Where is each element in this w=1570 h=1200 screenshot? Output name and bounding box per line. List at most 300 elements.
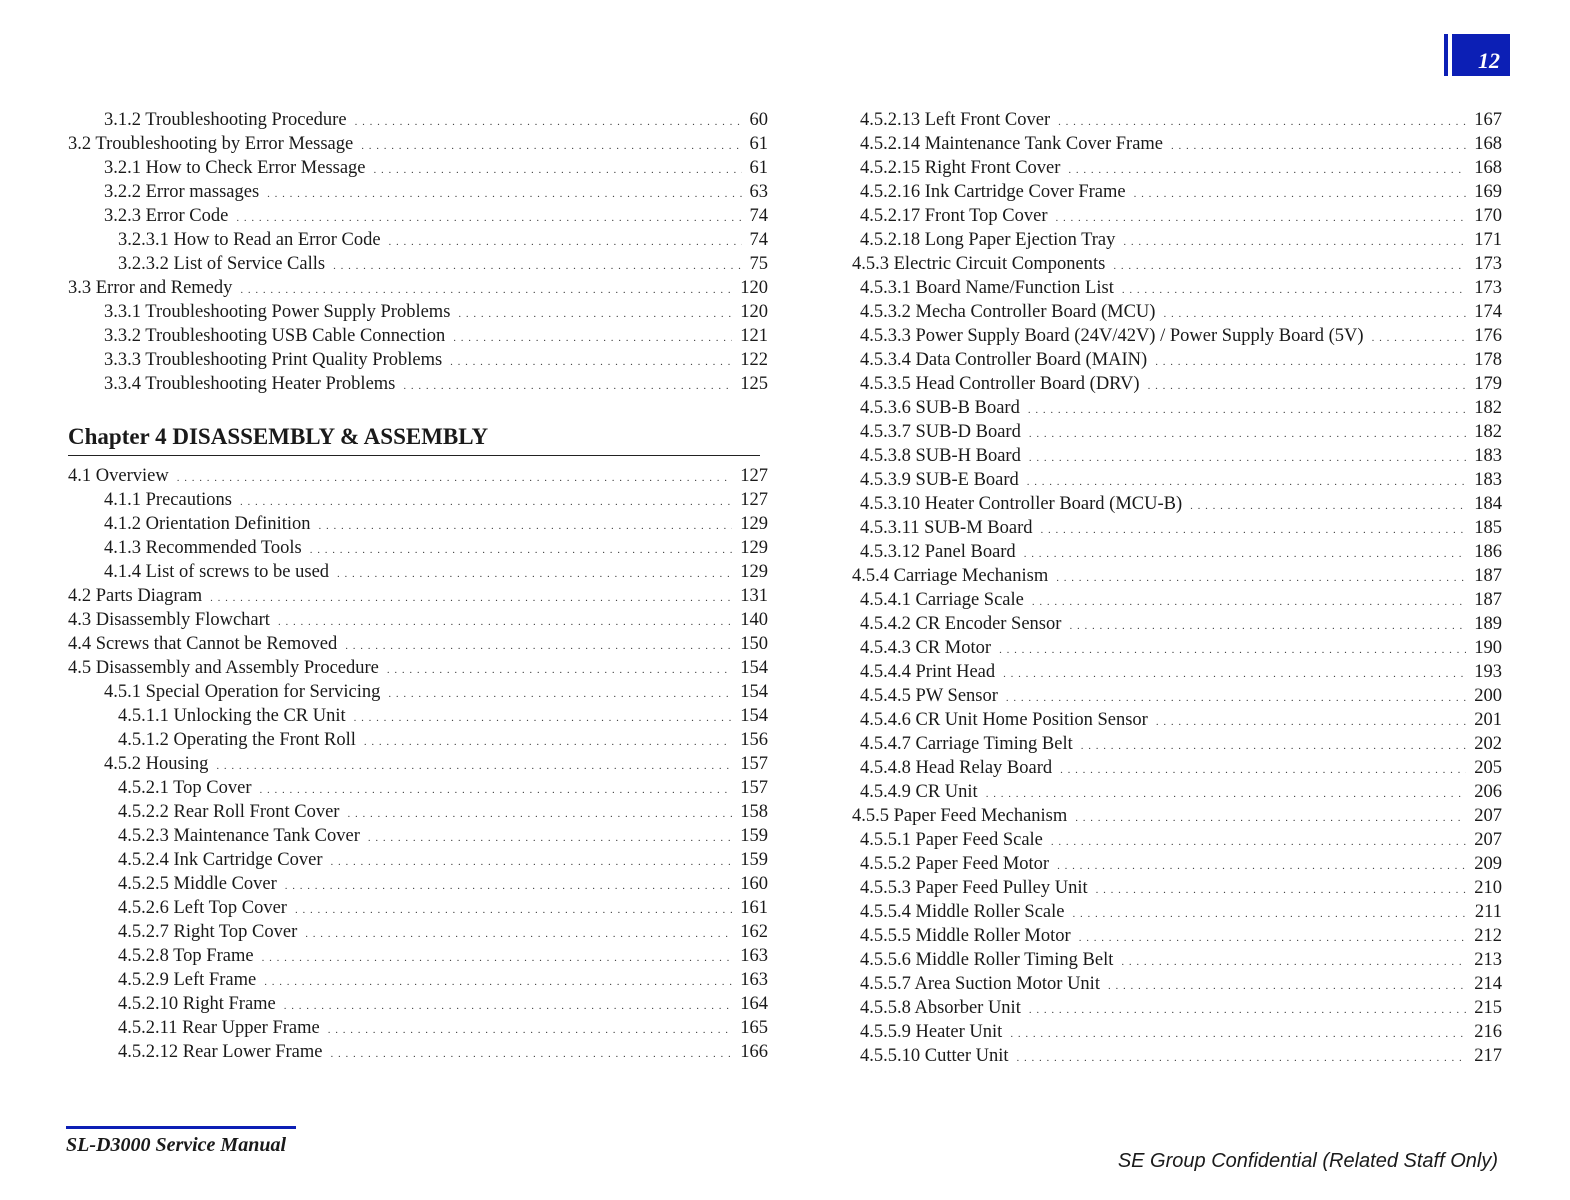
toc-list-right [852,108,1502,1068]
toc-entry[interactable] [68,372,768,396]
toc-entry[interactable] [852,132,1502,156]
toc-entry-page: 183 [1474,470,1502,490]
toc-entry-title: 3.2.1 How to Check Error Message [104,158,366,178]
toc-entry-page: 61 [749,158,768,178]
toc-entry[interactable] [68,560,768,584]
toc-dot-leader [1163,302,1466,326]
toc-dot-leader [319,514,733,538]
toc-dot-leader [354,706,733,730]
toc-entry-title: 4.5.2.15 Right Front Cover [860,158,1061,178]
toc-entry-title: 4.1.1 Precautions [104,490,232,510]
toc-entry-title: 4.5.1.2 Operating the Front Roll [118,730,356,750]
toc-dot-leader [1134,182,1467,206]
toc-entry-title: 3.3.3 Troubleshooting Print Quality Problems [104,350,443,370]
toc-entry[interactable] [68,944,768,968]
toc-dot-leader [458,302,732,326]
toc-entry-page: 161 [740,898,768,918]
toc-entry[interactable] [852,996,1502,1020]
toc-entry-title: 4.1.2 Orientation Definition [104,514,311,534]
toc-entry-page: 201 [1474,710,1502,730]
toc-entry[interactable] [68,728,768,752]
toc-entry-title: 4.5.4.5 PW Sensor [860,686,998,706]
toc-entry-page: 162 [740,922,768,942]
toc-dot-leader [345,634,732,658]
toc-entry-title: 4.5.3.6 SUB-B Board [860,398,1020,418]
toc-dot-leader [260,778,733,802]
toc-entry[interactable] [68,536,768,560]
toc-entry-title: 4.5.4 Carriage Mechanism [852,566,1049,586]
toc-entry-page: 183 [1474,446,1502,466]
toc-entry[interactable] [852,108,1502,132]
toc-entry-page: 154 [740,658,768,678]
footer-rule [66,1126,296,1129]
toc-entry-page: 120 [740,278,768,298]
toc-dot-leader [1060,758,1466,782]
toc-entry-title: 3.3.1 Troubleshooting Power Supply Problems [104,302,451,322]
toc-entry[interactable] [852,540,1502,564]
toc-dot-leader [284,994,732,1018]
toc-entry-title: 4.5.2.7 Right Top Cover [118,922,298,942]
toc-dot-leader [1051,830,1466,854]
toc-dot-leader [305,922,732,946]
toc-entry[interactable] [68,156,768,180]
toc-entry[interactable] [852,324,1502,348]
toc-dot-leader [1075,806,1466,830]
toc-entry-title: 4.5.5.8 Absorber Unit [860,998,1021,1018]
toc-entry-page: 122 [740,350,768,370]
toc-dot-leader [310,538,733,562]
toc-dot-leader [1032,590,1466,614]
toc-entry-title: 3.3.2 Troubleshooting USB Cable Connection [104,326,446,346]
toc-entry-title: 4.5.2.16 Ink Cartridge Cover Frame [860,182,1126,202]
page-number-badge [1452,34,1510,76]
toc-entry[interactable] [68,872,768,896]
toc-dot-leader [216,754,732,778]
toc-entry-title: 4.5.2.5 Middle Cover [118,874,277,894]
toc-entry-page: 184 [1474,494,1502,514]
toc-dot-leader [1122,278,1466,302]
toc-entry-title: 4.5.3 Electric Circuit Components [852,254,1106,274]
toc-entry-page: 206 [1474,782,1502,802]
toc-dot-leader [1010,1022,1466,1046]
toc-entry[interactable] [852,972,1502,996]
toc-entry-title: 4.5.2.10 Right Frame [118,994,276,1014]
toc-entry[interactable] [852,1020,1502,1044]
toc-entry[interactable] [852,348,1502,372]
toc-entry-page: 216 [1474,1022,1502,1042]
toc-entry-title: 4.5.5 Paper Feed Mechanism [852,806,1068,826]
toc-entry-page: 168 [1474,134,1502,154]
toc-entry-title: 4.5.4.7 Carriage Timing Belt [860,734,1073,754]
toc-entry-page: 187 [1474,566,1502,586]
toc-entry-page: 120 [740,302,768,322]
toc-entry-page: 200 [1474,686,1502,706]
toc-dot-leader [1123,230,1466,254]
toc-entry-page: 170 [1474,206,1502,226]
toc-entry-page: 215 [1474,998,1502,1018]
toc-entry[interactable] [68,1040,768,1064]
toc-entry[interactable] [68,824,768,848]
toc-dot-leader [328,1018,733,1042]
toc-entry[interactable] [68,348,768,372]
toc-entry-page: 166 [740,1042,768,1062]
toc-entry-page: 209 [1474,854,1502,874]
footer-manual-title: SL-D3000 Service Manual [66,1134,286,1156]
toc-entry-title: 4.5.4.2 CR Encoder Sensor [860,614,1062,634]
toc-entry-title: 4.5.3.2 Mecha Controller Board (MCU) [860,302,1156,322]
toc-entry-page: 60 [749,110,768,130]
toc-dot-leader [210,586,732,610]
toc-dot-leader [403,374,732,398]
toc-dot-leader [1372,326,1467,350]
toc-entry-title: 4.5.2.18 Long Paper Ejection Tray [860,230,1116,250]
toc-entry-title: 3.2.3.1 How to Read an Error Code [118,230,381,250]
toc-entry-page: 74 [749,230,768,250]
toc-entry[interactable] [852,276,1502,300]
toc-dot-leader [331,850,733,874]
toc-dot-leader [1171,134,1466,158]
toc-list-chapter3 [68,108,768,396]
toc-dot-leader [374,158,742,182]
toc-entry[interactable] [852,852,1502,876]
toc-dot-leader [1029,422,1466,446]
toc-entry[interactable] [68,324,768,348]
toc-entry-page: 176 [1474,326,1502,346]
toc-entry-page: 131 [740,586,768,606]
toc-entry-title: 4.5.1 Special Operation for Servicing [104,682,381,702]
toc-entry-page: 140 [740,610,768,630]
toc-entry[interactable] [852,396,1502,420]
toc-entry-page: 75 [749,254,768,274]
toc-dot-leader [1155,350,1466,374]
toc-dot-leader [1028,398,1466,422]
toc-dot-leader [389,230,742,254]
toc-entry-title: 4.5.3.3 Power Supply Board (24V/42V) / Power Supply Board (5V) [860,326,1364,346]
toc-entry[interactable] [68,512,768,536]
toc-entry-page: 63 [749,182,768,202]
toc-dot-leader [1029,446,1466,470]
toc-entry[interactable] [852,300,1502,324]
toc-entry[interactable] [68,252,768,276]
toc-entry-title: 4.5.3.9 SUB-E Board [860,470,1019,490]
toc-entry[interactable] [852,876,1502,900]
toc-entry[interactable] [68,464,768,488]
toc-entry-title: 4.5.3.10 Heater Controller Board (MCU-B) [860,494,1183,514]
toc-entry-title: 4.5.2.3 Maintenance Tank Cover [118,826,360,846]
toc-entry[interactable] [852,828,1502,852]
toc-entry-title: 4.3 Disassembly Flowchart [68,610,270,630]
chapter-heading: Chapter 4 DISASSEMBLY & ASSEMBLY [68,422,760,456]
toc-entry-title: 4.5.3.7 SUB-D Board [860,422,1021,442]
toc-dot-leader [240,278,732,302]
toc-entry-title: 4.4 Screws that Cannot be Removed [68,634,338,654]
toc-dot-leader [1055,206,1466,230]
toc-entry[interactable] [852,252,1502,276]
toc-entry-page: 213 [1474,950,1502,970]
toc-entry[interactable] [68,180,768,204]
toc-dot-leader [1056,566,1466,590]
toc-entry[interactable] [852,1044,1502,1068]
toc-entry[interactable] [852,708,1502,732]
toc-entry-title: 4.1 Overview [68,466,169,486]
toc-dot-leader [1041,518,1467,542]
toc-entry-page: 171 [1474,230,1502,250]
toc-entry[interactable] [68,992,768,1016]
toc-dot-leader [337,562,732,586]
toc-entry[interactable] [68,584,768,608]
toc-entry-page: 125 [740,374,768,394]
toc-entry-title: 4.5.2.11 Rear Upper Frame [118,1018,320,1038]
toc-entry[interactable] [68,300,768,324]
toc-entry[interactable] [852,756,1502,780]
toc-entry-title: 4.5.3.12 Panel Board [860,542,1016,562]
toc-dot-leader [333,254,741,278]
toc-entry-title: 4.5.5.1 Paper Feed Scale [860,830,1043,850]
toc-entry[interactable] [68,276,768,300]
toc-dot-leader [1096,878,1467,902]
toc-entry-title: 4.5.2.12 Rear Lower Frame [118,1042,323,1062]
toc-entry-page: 157 [740,754,768,774]
toc-entry-title: 3.2.3.2 List of Service Calls [118,254,326,274]
toc-entry-title: 4.5.5.3 Paper Feed Pulley Unit [860,878,1088,898]
toc-dot-leader [1006,686,1466,710]
toc-entry[interactable] [852,900,1502,924]
toc-dot-leader [1081,734,1467,758]
toc-dot-leader [1113,254,1466,278]
toc-entry-title: 4.2 Parts Diagram [68,586,203,606]
toc-entry-page: 127 [740,490,768,510]
toc-entry-page: 163 [740,946,768,966]
toc-entry-title: 4.1.4 List of screws to be used [104,562,330,582]
toc-entry-title: 4.5.5.5 Middle Roller Motor [860,926,1071,946]
toc-entry[interactable] [852,732,1502,756]
toc-entry-page: 193 [1474,662,1502,682]
toc-entry-title: 4.5.5.6 Middle Roller Timing Belt [860,950,1114,970]
toc-entry-page: 154 [740,682,768,702]
toc-entry-page: 217 [1474,1046,1502,1066]
toc-entry-page: 214 [1474,974,1502,994]
toc-entry-page: 129 [740,514,768,534]
toc-entry[interactable] [852,612,1502,636]
toc-right-column [852,108,1502,1068]
toc-entry[interactable] [68,968,768,992]
toc-entry[interactable] [852,156,1502,180]
toc-entry-page: 160 [740,874,768,894]
toc-entry-page: 129 [740,538,768,558]
toc-entry-page: 207 [1474,806,1502,826]
toc-dot-leader [364,730,732,754]
toc-entry[interactable] [852,636,1502,660]
toc-dot-leader [388,682,732,706]
toc-entry-page: 167 [1474,110,1502,130]
toc-entry[interactable] [852,564,1502,588]
toc-entry-page: 121 [740,326,768,346]
toc-entry[interactable] [852,924,1502,948]
toc-entry-page: 164 [740,994,768,1014]
toc-entry[interactable] [68,632,768,656]
toc-entry-page: 205 [1474,758,1502,778]
toc-dot-leader [387,658,732,682]
toc-dot-leader [361,134,741,158]
toc-entry-page: 173 [1474,254,1502,274]
toc-dot-leader [295,898,732,922]
toc-dot-leader [1057,854,1466,878]
toc-entry[interactable] [852,804,1502,828]
toc-entry[interactable] [68,656,768,680]
toc-entry-title: 4.5.4.4 Print Head [860,662,996,682]
toc-entry-title: 4.5.4.9 CR Unit [860,782,978,802]
toc-entry-page: 207 [1474,830,1502,850]
toc-dot-leader [264,970,732,994]
toc-entry-page: 187 [1474,590,1502,610]
toc-entry-title: 4.5.5.7 Area Suction Motor Unit [860,974,1100,994]
toc-entry-page: 212 [1474,926,1502,946]
toc-entry[interactable] [852,372,1502,396]
toc-entry[interactable] [68,704,768,728]
toc-entry-title: 3.3.4 Troubleshooting Heater Problems [104,374,396,394]
toc-dot-leader [1027,470,1466,494]
toc-entry[interactable] [852,228,1502,252]
toc-entry-page: 74 [749,206,768,226]
toc-dot-leader [330,1042,732,1066]
toc-entry-page: 61 [749,134,768,154]
toc-dot-leader [1156,710,1466,734]
toc-entry-page: 190 [1474,638,1502,658]
toc-entry-title: 4.5.3.8 SUB-H Board [860,446,1021,466]
toc-entry[interactable] [852,780,1502,804]
toc-entry-title: 4.5.2.1 Top Cover [118,778,252,798]
toc-entry-page: 169 [1474,182,1502,202]
toc-entry-title: 4.5.2.2 Rear Roll Front Cover [118,802,340,822]
toc-dot-leader [236,206,741,230]
toc-entry-title: 3.2 Troubleshooting by Error Message [68,134,354,154]
toc-entry-page: 157 [740,778,768,798]
toc-dot-leader [368,826,732,850]
toc-dot-leader [1069,614,1466,638]
toc-entry[interactable] [68,204,768,228]
toc-entry-page: 174 [1474,302,1502,322]
toc-dot-leader [450,350,732,374]
toc-entry-page: 159 [740,850,768,870]
toc-entry[interactable] [68,680,768,704]
toc-dot-leader [240,490,732,514]
toc-entry-page: 210 [1474,878,1502,898]
toc-dot-leader [278,610,732,634]
toc-dot-leader [1073,902,1467,926]
toc-entry-page: 189 [1474,614,1502,634]
toc-entry[interactable] [68,132,768,156]
toc-dot-leader [347,802,732,826]
toc-entry-page: 156 [740,730,768,750]
toc-dot-leader [999,638,1466,662]
toc-dot-leader [1029,998,1466,1022]
toc-entry-page: 159 [740,826,768,846]
toc-entry-title: 4.5.4.3 CR Motor [860,638,992,658]
toc-entry-page: 182 [1474,398,1502,418]
toc-entry-page: 127 [740,466,768,486]
toc-entry[interactable] [852,492,1502,516]
toc-dot-leader [986,782,1467,806]
toc-dot-leader [177,466,733,490]
toc-entry-title: 4.5.2.13 Left Front Cover [860,110,1051,130]
toc-entry-title: 4.5.4.1 Carriage Scale [860,590,1024,610]
toc-entry[interactable] [68,848,768,872]
toc-entry[interactable] [852,684,1502,708]
toc-dot-leader [267,182,741,206]
toc-dot-leader [1058,110,1466,134]
toc-entry-title: 4.5.5.2 Paper Feed Motor [860,854,1050,874]
toc-entry-title: 4.5.4.8 Head Relay Board [860,758,1053,778]
toc-entry[interactable] [68,776,768,800]
toc-entry-title: 4.5.2.9 Left Frame [118,970,257,990]
toc-left-column [68,108,768,1064]
toc-entry[interactable] [68,752,768,776]
toc-entry[interactable] [68,488,768,512]
toc-entry[interactable] [68,920,768,944]
toc-entry[interactable] [68,1016,768,1040]
toc-entry[interactable] [68,228,768,252]
toc-entry-title: 4.5.2.17 Front Top Cover [860,206,1048,226]
toc-entry[interactable] [852,588,1502,612]
toc-entry-page: 182 [1474,422,1502,442]
toc-entry[interactable] [68,896,768,920]
toc-entry[interactable] [852,516,1502,540]
toc-entry[interactable] [68,108,768,132]
toc-dot-leader [1148,374,1467,398]
toc-entry[interactable] [852,444,1502,468]
toc-entry-title: 4.5.3.4 Data Controller Board (MAIN) [860,350,1148,370]
toc-entry-title: 4.5.3.11 SUB-M Board [860,518,1033,538]
toc-dot-leader [1017,1046,1467,1070]
toc-entry-page: 173 [1474,278,1502,298]
toc-entry-page: 158 [740,802,768,822]
toc-entry-page: 185 [1474,518,1502,538]
toc-entry-title: 4.5.2.6 Left Top Cover [118,898,287,918]
toc-entry[interactable] [852,420,1502,444]
toc-entry[interactable] [852,468,1502,492]
toc-entry-title: 4.1.3 Recommended Tools [104,538,302,558]
toc-entry-title: 4.5.2.8 Top Frame [118,946,254,966]
toc-entry[interactable] [852,660,1502,684]
toc-entry-title: 4.5 Disassembly and Assembly Procedure [68,658,379,678]
toc-dot-leader [1079,926,1467,950]
toc-dot-leader [453,326,732,350]
toc-entry-title: 4.5.5.4 Middle Roller Scale [860,902,1065,922]
toc-entry[interactable] [852,948,1502,972]
toc-entry-title: 4.5.1.1 Unlocking the CR Unit [118,706,346,726]
toc-entry-page: 165 [740,1018,768,1038]
toc-entry-page: 202 [1474,734,1502,754]
toc-entry-page: 129 [740,562,768,582]
toc-dot-leader [355,110,742,134]
toc-entry-title: 3.2.2 Error massages [104,182,260,202]
toc-dot-leader [1003,662,1466,686]
toc-entry-title: 4.5.4.6 CR Unit Home Position Sensor [860,710,1148,730]
toc-entry[interactable] [852,180,1502,204]
toc-list-chapter4 [68,464,768,1064]
toc-entry-title: 3.1.2 Troubleshooting Procedure [104,110,347,130]
toc-dot-leader [262,946,733,970]
toc-entry-title: 4.5.5.9 Heater Unit [860,1022,1003,1042]
toc-entry[interactable] [852,204,1502,228]
toc-dot-leader [1108,974,1466,998]
toc-entry[interactable] [68,608,768,632]
toc-entry-title: 4.5.5.10 Cutter Unit [860,1046,1009,1066]
toc-dot-leader [1190,494,1466,518]
toc-entry-page: 178 [1474,350,1502,370]
toc-entry-title: 4.5.2.4 Ink Cartridge Cover [118,850,323,870]
toc-entry[interactable] [68,800,768,824]
